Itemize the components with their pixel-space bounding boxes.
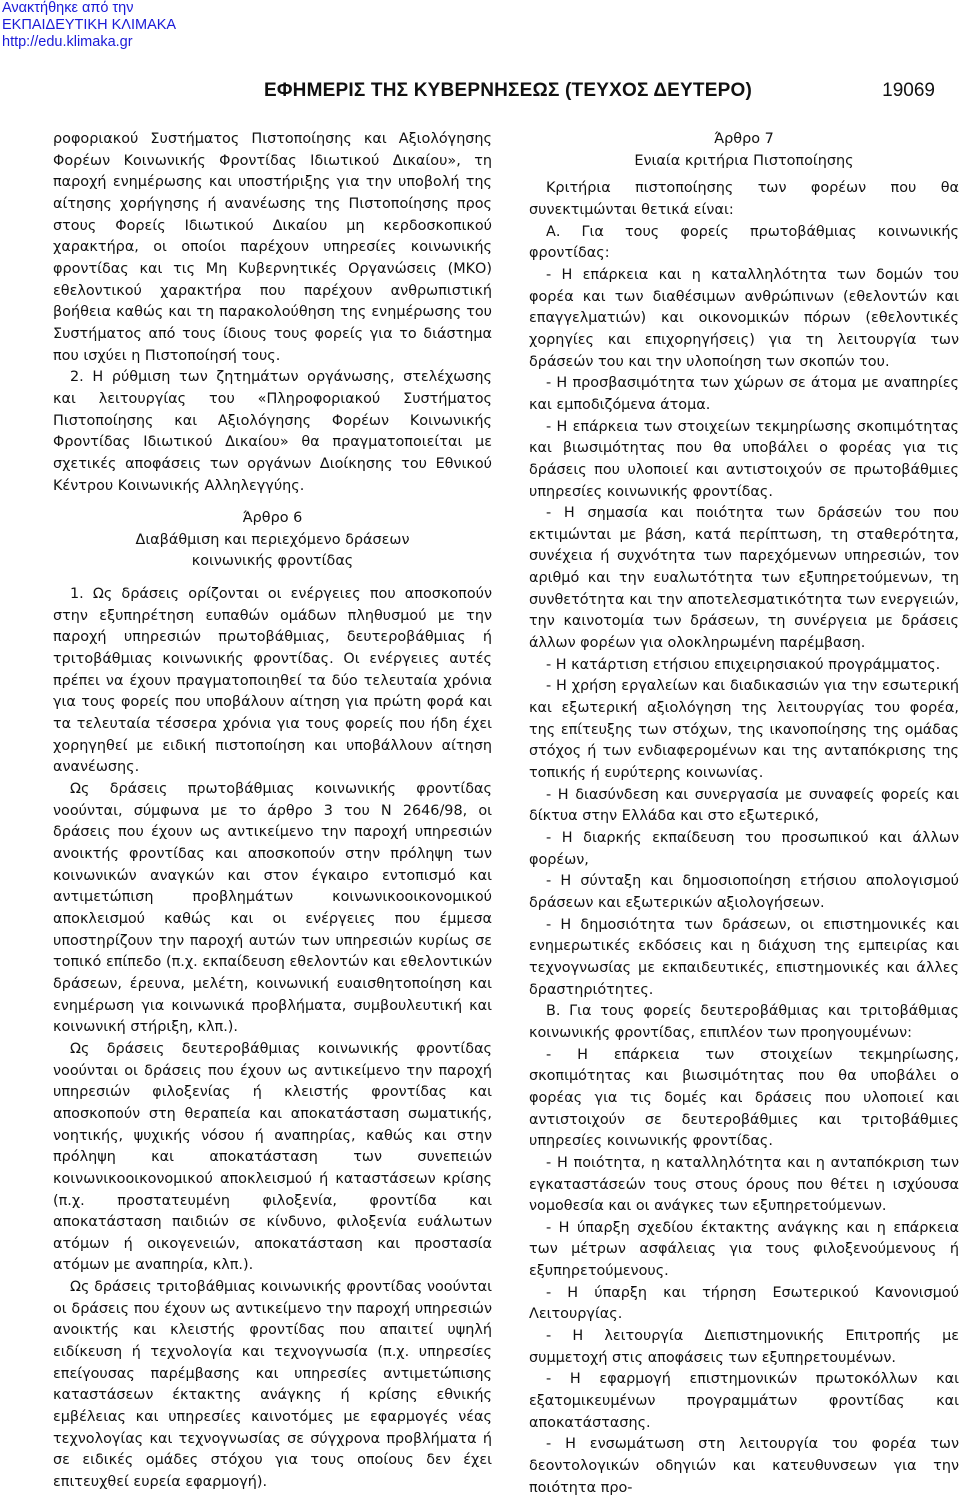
criterion-item: - Η εφαρμογή επιστημονικών πρωτοκόλλων και εξατομικευμένων προγραμμάτων φροντίδας και αποκατάστασης.: [529, 1371, 959, 1431]
paragraph: Ως δράσεις δευτεροβάθμιας κοινωνικής φροντίδας νοούνται οι δράσεις που έχουν ως αντικείμενο την παροχή υπηρεσιών φιλοξενίας ή κλειστής φροντίδας και αποσκοπούν στη θεραπεία και αποκατάσταση σωματικής, νοητικής, ψυχικής νόσου ή αναπηρίας, καθώς και στην πρόληψη και αποκατάσταση των συνεπειών κοινωνικοοικονομικού αποκλεισμού ή καταστάσεων κρίσης (π.χ. προστατευμένη φιλοξενία, φροντίδα και αποκατάσταση παιδιών σε κίνδυνο, φιλοξενία ευάλωτων ατόμων ή οικογενειών, αποκατάσταση και προστασία ατόμων με αναπηρία, κλπ.).: [53, 1040, 492, 1274]
left-column: [53, 129, 492, 1494]
article-6-title: Άρθρο 6: [242, 510, 303, 527]
paragraph: Ως δράσεις πρωτοβάθμιας κοινωνικής φροντίδας νοούνται, σύμφωνα με το άρθρο 3 του Ν 2646/98, οι δράσεις που έχουν ως αντικείμενο την παροχή υπηρεσιών ανοικτής φροντίδας και αποσκοπούν στην πρόληψη των κοινωνικών αναγκών και στον έγκαιρο εντοπισμό και αντιμετώπιση προβλημάτων κοινωνικοοικονομικού αποκλεισμού καθώς και οι ενέργειες που έμμεσα υποστηρίζουν την παροχή αυτών των υπηρεσιών κυρίως σε τοπικό επίπεδο (π.χ. εκπαίδευση εθελοντών και εθελοντικών δράσεων, έρευνα, μελέτη, κοινωνική ευαισθητοποίηση και ενημέρωση για κοινωνικά προβλήματα, συμβουλευτική και κοινωνική στήριξη, κλπ.).: [53, 781, 492, 1036]
paragraph: Κριτήρια πιστοποίησης των φορέων που θα συνεκτιμώνται θετικά είναι:: [529, 180, 959, 218]
criterion-item: - Η ύπαρξη και τήρηση Εσωτερικού Κανονισμού Λειτουργίας.: [529, 1284, 959, 1323]
section-b-heading: Β. Για τους φορείς δευτεροβάθμιας και τριτοβάθμιας κοινωνικής φροντίδας, επιπλέον των προηγουμένων:: [529, 1003, 959, 1041]
criterion-item: - Η λειτουργία Διεπιστημονικής Επιτροπής με συμμετοχή στις αποφάσεις των εξυπηρετουμένων.: [529, 1328, 959, 1366]
criterion-item: - Η ενσωμάτωση στη λειτουργία του φορέα των δεοντολογικών οδηγιών και κατευθυνσεων για την ποιότητα προ-: [529, 1436, 959, 1496]
criterion-item: - Η ποιότητα, η καταλληλότητα και η ανταπόκριση των εγκαταστάσεών τους στους όρους που θέτει η ισχύουσα νομοθεσία και οι ανάγκες των εξυπηρετούμενων.: [529, 1154, 959, 1215]
paragraph: 2. Η ρύθμιση των ζητημάτων οργάνωσης, στελέχωσης και λειτουργίας του «Πληροφοριακού Συστήματος Πιστοποίησης και Αξιολόγησης Φορέων Κοινωνικής Φροντίδας Ιδιωτικού Δικαίου» θα πραγματοποιείται με σχετικές αποφάσεις των οργάνων Διοίκησης του Εθνικού Κέντρου Κοινωνικής Αλληλεγγύης.: [53, 369, 492, 494]
criterion-item: - Η σημασία και ποιότητα των δράσεών του που εκτιμώνται με βάση, κατά περίπτωση, τη σταθερότητα, συνέχεια ή συχνότητα των παρεχόμενων υπηρεσιών, τον αριθμό και την ευαλωτότητα των εξυπηρετούμενων, τη συνθετότητα και την αποτελεσματικότητα των ενεργειών, την καινοτομία των δράσεων, τη συνέργεια με δράσεις άλλων φορέων για ολοκληρωμένη παρέμβαση.: [529, 505, 959, 652]
criterion-item: - Η διασύνδεση και συνεργασία με συναφείς φορείς και δίκτυα στην Ελλάδα και στο εξωτερικό,: [529, 786, 959, 825]
paragraph: 1. Ως δράσεις ορίζονται οι ενέργειες που αποσκοπούν στην εξυπηρέτηση ευπαθών ομάδων πληθυσμού με την παροχή υπηρεσιών πρωτοβάθμιας, δευτεροβάθμιας ή τριτοβάθμιας κοινωνικής φροντίδας. Οι ενέργειες αυτές πρέπει να έχουν πραγματοποιηθεί τα δύο τελευταία χρόνια για τους φορείς που υποβάλουν αίτηση για πρώτη φορά και τα τελευταία τέσσερα χρόνια για τους φορείς που ήδη έχει χορηγηθεί με ειδική πιστοποίηση και υποβάλλουν αίτηση ανανέωσης.: [53, 586, 492, 776]
criterion-item: - Η κατάρτιση ετήσιου επιχειρησιακού προγράμματος.: [546, 656, 941, 673]
page-number: 19069: [882, 80, 935, 101]
article-7-subtitle: Ενιαία κριτήρια Πιστοποίησης: [634, 152, 854, 169]
section-a-heading: Α. Για τους φορείς πρωτοβάθμιας κοινωνικής φροντίδας:: [529, 223, 959, 262]
watermark-link[interactable]: http://edu.klimaka.gr: [2, 34, 133, 50]
criterion-item: - Η επάρκεια των στοιχείων τεκμηρίωσης, σκοπιμότητας και βιωσιμότητας που θα υποβάλει ο φορέας για τις δομές και δράσεις που υλοποιεί και αντιστοιχούν σε δευτεροβάθμιες και τριτοβάθμιες υπηρεσίες κοινωνικής φροντίδας.: [529, 1046, 959, 1150]
paragraph: ροφοριακού Συστήματος Πιστοποίησης και Αξιολόγησης Φορέων Κοινωνικής Φροντίδας Ιδιωτικού Δικαίου», τη παροχή ενημέρωσης και υποστήριξης για την υποβολή της αίτησης χορήγησης ή ανανέωσης της Πιστοποίησης προς στους Φορείς Ιδιωτικού Δικαίου μη κερδοσκοπικού χαρακτήρα, οι οποίοι παρέχουν υπηρεσίες κοινωνικής φροντίδας και τις Μη Κυβερνητικές Οργανώσεις (ΜΚΟ) εθελοντικού χαρακτήρα που παρέχουν ανθρωπιστική βοήθεια καθώς και τη παρακολούθηση της ενημέρωσης του Συστήματος από τους ίδιους τους φορείς για το διάστημα που ισχύει η Πιστοποίησή τους.: [53, 131, 492, 364]
criterion-item: - Η διαρκής εκπαίδευση του προσωπικού και άλλων φορέων,: [529, 830, 959, 868]
article-7-title: Άρθρο 7: [714, 131, 774, 147]
gazette-title: ΕΦΗΜΕΡΙΣ ΤΗΣ ΚΥΒΕΡΝΗΣΕΩΣ (ΤΕΥΧΟΣ ΔΕΥΤΕΡΟ): [264, 80, 752, 101]
spacer: [53, 497, 492, 508]
criterion-item: - Η ύπαρξη σχεδίου έκτακτης ανάγκης και η επάρκεια των μέτρων ασφάλειας για τους φιλοξενούμενους ή εξυπηρετούμενους.: [529, 1219, 959, 1280]
criterion-item: - Η δημοσιότητα των δράσεων, οι επιστημονικές και ενημερωτικές εκδόσεις και η διάχυση της εμπειρίας και τεχνογνωσίας με εκπαιδευτικές, επιστημονικές και άλλες δραστηριότητες.: [529, 916, 959, 998]
criterion-item: - Η προσβασιμότητα των χώρων σε άτομα με αναπηρίες και εμποδιζόμενα άτομα.: [529, 375, 959, 413]
spacer: [53, 573, 492, 584]
watermark-line-2: ΕΚΠΑΙΔΕΥΤΙΚΗ ΚΛΙΜΑΚΑ: [2, 17, 177, 33]
criterion-item: - Η επάρκεια και η καταλληλότητα των δομών του φορέα και των διαθέσιμων ανθρώπινων (εθελοντών και επαγγελματιών) και οικονομικών πόρων (εθελοντικές χορηγίες και επιχορηγήσεις) για τη λειτουργία των δράσεών του και την υλοποίηση των σκοπών του.: [529, 266, 959, 370]
paragraph: Ως δράσεις τριτοβάθμιας κοινωνικής φροντίδας νοούνται οι δράσεις που έχουν ως αντικείμενο την παροχή υπηρεσιών ανοικτής και κλειστής φροντίδας που απαιτεί υψηλή ειδίκευση ή τεχνολογία και τεχνογνωσία (π.χ. υπηρεσίες επείγουσας παρέμβασης και υπηρεσίες αντιμετώπισης καταστάσεων έκτακτης ανάγκης ή κρίσης εθνικής εμβέλειας και υπηρεσίες καινοτόμες με εφαρμογές νέας τεχνολογίας και τεχνογνωσίας σε σύγχρονα προβλήματα ή σε ειδικές ομάδες στόχου για τους οποίους δεν έχει επιτευχθεί ευρεία εφαρμογή).: [53, 1279, 492, 1491]
article-6-subtitle-1: Διαβάθμιση και περιεχόμενο δράσεων: [135, 531, 410, 548]
criterion-item: - Η σύνταξη και δημοσιοποίηση ετήσιου απολογισμού δράσεων και εξωτερικών αξιολογήσεων.: [529, 873, 959, 911]
article-6-subtitle-2: κοινωνικής φροντίδας: [191, 553, 354, 570]
right-column: [529, 129, 959, 1499]
watermark: [2, 0, 176, 51]
watermark-line-1: Ανακτήθηκε από την: [2, 0, 134, 16]
criterion-item: - Η χρήση εργαλείων και διαδικασιών για την εσωτερική και εξωτερική αξιολόγηση της λειτουργίας του φορέα, της επίτευξης των στόχων, της ικανοποίησης της ομάδας στόχος ή των ενδιαφερομένων και της ανταπόκρισης της τοπικής ή ευρύτερης κοινωνίας.: [529, 678, 959, 782]
page-header: [0, 80, 960, 104]
criterion-item: - Η επάρκεια των στοιχείων τεκμηρίωσης σκοπιμότητας και βιωσιμότητας που θα υποβάλει ο φορέας για τις δράσεις που υλοποιεί και αντιστοιχούν σε πρωτοβάθμιες υπηρεσίες κοινωνικής φροντίδας.: [529, 418, 959, 500]
